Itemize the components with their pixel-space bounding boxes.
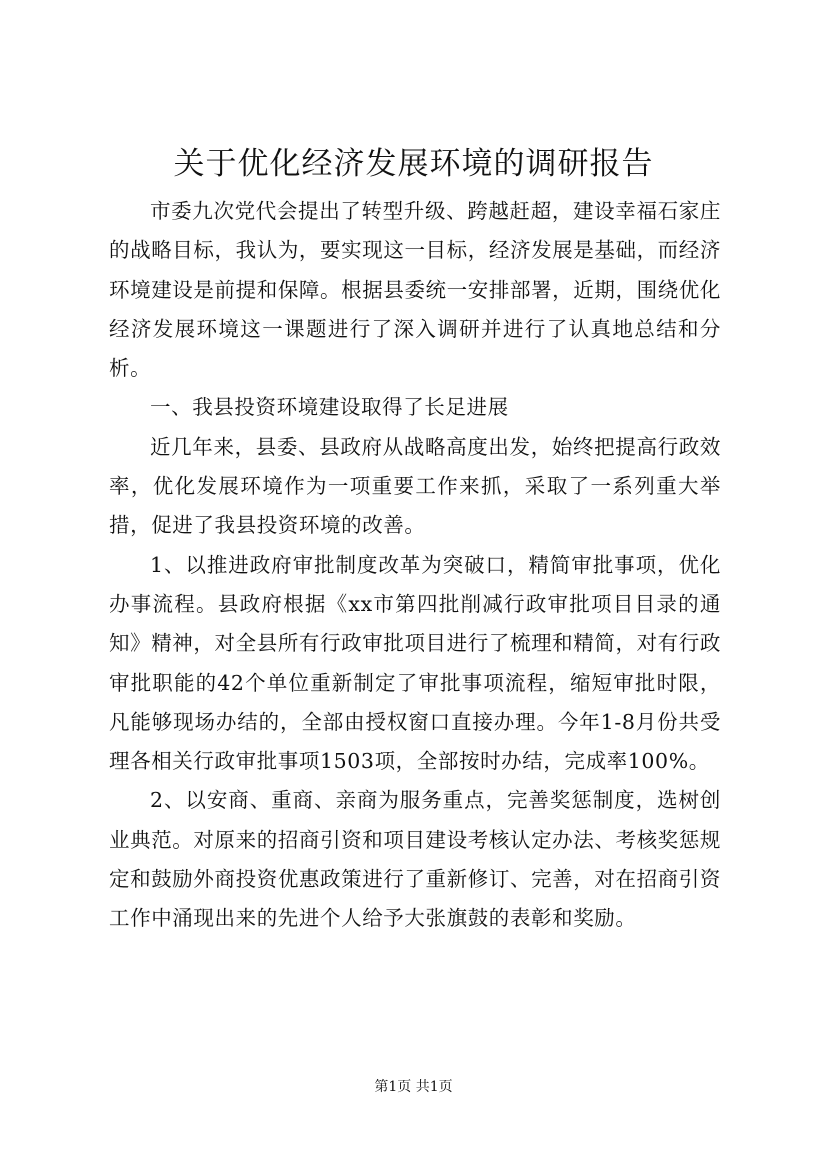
page-footer: 第1页 共1页: [374, 1079, 453, 1095]
paragraph-item-2: 2、以安商、重商、亲商为服务重点，完善奖惩制度，选树创业典范。对原来的招商引资和项目建设考核认定办法、考核奖惩规定和鼓励外商投资优惠政策进行了重新修订、完善，对在招商引资工作中涌现出来的先进个人给予大张旗鼓的表彰和奖励。: [109, 788, 721, 931]
paragraph-overview: 近几年来，县委、县政府从战略高度出发，始终把提高行政效率，优化发展环境作为一项重要工作来抓，采取了一系列重大举措，促进了我县投资环境的改善。: [109, 434, 721, 538]
section-heading: 一、我县投资环境建设取得了长足进展: [150, 395, 509, 420]
paragraph-item-1: 1、以推进政府审批制度改革为突破口，精简审批事项，优化办事流程。县政府根据《xx市第四批削减行政审批项目目录的通知》精神，对全县所有行政审批项目进行了梳理和精简，对有行政审批职能的42个单位重新制定了审批事项流程，缩短审批时限，凡能够现场办结的，全部由授权窗口直接办理。今年1-8月份共受理各相关行政审批事项1503项，全部按时办结，完成率100%。: [109, 552, 721, 774]
document-body: [109, 192, 721, 939]
paragraph-intro: 市委九次党代会提出了转型升级、跨越赶超，建设幸福石家庄的战略目标，我认为，要实现这一目标，经济发展是基础，而经济环境建设是前提和保障。根据县委统一安排部署，近期，围绕优化经济发展环境这一课题进行了深入调研并进行了认真地总结和分析。: [109, 199, 721, 381]
document-title: 关于优化经济发展环境的调研报告: [173, 146, 654, 182]
